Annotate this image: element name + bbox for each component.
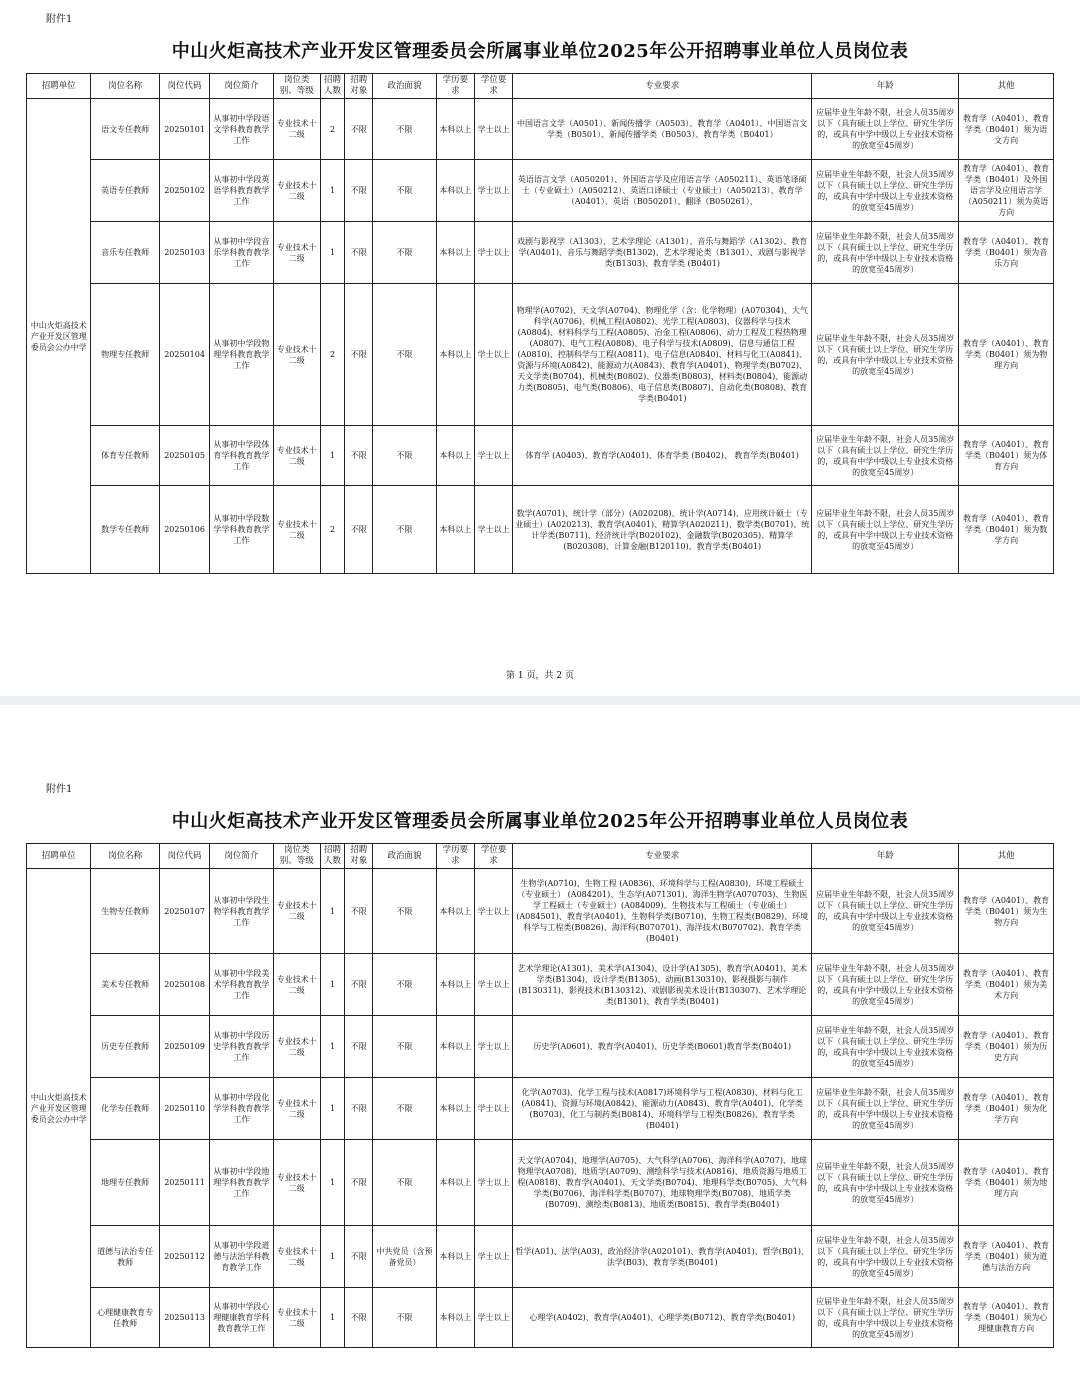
position-intro: 从事初中学段体育学科教育教学工作 (210, 426, 273, 486)
age-req: 应届毕业生年龄不限，社会人员35周岁以下（具有硕士以上学位、研究生学历的，或具有中学中级以上专业技术资格的放宽至45周岁） (812, 284, 959, 426)
degree-req: 学士以上 (474, 426, 512, 486)
major-req: 戏剧与影视学（A1303）、艺术学理论（A1301）、音乐与舞蹈学（A1302）、教育学(A0401)、音乐与舞蹈学类(B1302)、艺术学理论类（B1301）、戏剧与影视学类(B1303)、教育学类 (B0401) (513, 222, 812, 284)
header-cell: 年龄 (812, 844, 959, 869)
degree-req: 学士以上 (474, 1078, 512, 1140)
degree-req: 学士以上 (474, 284, 512, 426)
position-code: 20250112 (159, 1226, 209, 1288)
header-cell: 其他 (959, 74, 1054, 99)
table-row (27, 160, 1054, 222)
hire-count: 1 (320, 1140, 344, 1226)
hire-count: 1 (320, 1288, 344, 1348)
age-req: 应届毕业生年龄不限，社会人员35周岁以下（具有硕士以上学位、研究生学历的，或具有中学中级以上专业技术资格的放宽至45周岁） (812, 99, 959, 160)
position-intro: 从事初中学段美术学科教育教学工作 (210, 954, 273, 1016)
header-cell: 学历要求 (436, 74, 474, 99)
education-req: 本科以上 (436, 99, 474, 160)
hire-target: 不限 (345, 486, 373, 574)
position-name: 美术专任教师 (91, 954, 159, 1016)
table-row (27, 486, 1054, 574)
major-req: 体育学 (A0403)、教育学(A0401)、体育学类 (B0402)、 教育学类(B0401) (513, 426, 812, 486)
header-cell: 学位要求 (474, 74, 512, 99)
header-cell: 岗位简介 (210, 74, 273, 99)
other-req: 教育学（A0401）、教育学类（B0401）须为美术方向 (959, 954, 1054, 1016)
header-cell: 岗位名称 (91, 844, 159, 869)
position-intro: 从事初中学段地理学科教育教学工作 (210, 1140, 273, 1226)
education-req: 本科以上 (436, 1288, 474, 1348)
degree-req: 学士以上 (474, 160, 512, 222)
table-row (27, 1016, 1054, 1078)
header-cell: 政治面貌 (373, 74, 436, 99)
position-intro: 从事初中学段历史学科教育教学工作 (210, 1016, 273, 1078)
position-code: 20250113 (159, 1288, 209, 1348)
table-row (27, 869, 1054, 954)
political-status: 不限 (373, 1016, 436, 1078)
table-row (27, 284, 1054, 426)
position-name: 语文专任教师 (91, 99, 159, 160)
political-status: 不限 (373, 869, 436, 954)
major-req: 哲学(A01)、法学(A03)、政治经济学(A020101)、教育学(A0401)、哲学(B01)、法学(B03)、教育学类(B0401) (513, 1226, 812, 1288)
position-code: 20250103 (159, 222, 209, 284)
position-name: 化学专任教师 (91, 1078, 159, 1140)
header-cell: 招聘单位 (27, 74, 91, 99)
hire-target: 不限 (345, 426, 373, 486)
header-cell: 招聘人数 (320, 844, 344, 869)
position-code: 20250107 (159, 869, 209, 954)
age-req: 应届毕业生年龄不限，社会人员35周岁以下（具有硕士以上学位、研究生学历的，或具有中学中级以上专业技术资格的放宽至45周岁） (812, 486, 959, 574)
education-req: 本科以上 (436, 1140, 474, 1226)
age-req: 应届毕业生年龄不限，社会人员35周岁以下（具有硕士以上学位、研究生学历的，或具有中学中级以上专业技术资格的放宽至45周岁） (812, 1016, 959, 1078)
header-cell: 招聘对象 (345, 844, 373, 869)
header-cell: 岗位代码 (159, 844, 209, 869)
age-req: 应届毕业生年龄不限，社会人员35周岁以下（具有硕士以上学位、研究生学历的，或具有中学中级以上专业技术资格的放宽至45周岁） (812, 1140, 959, 1226)
table-row (27, 1226, 1054, 1288)
age-req: 应届毕业生年龄不限，社会人员35周岁以下（具有硕士以上学位、研究生学历的，或具有中学中级以上专业技术资格的放宽至45周岁） (812, 160, 959, 222)
position-category: 专业技术十二级 (273, 1078, 320, 1140)
position-intro: 从事初中学段物理学科教育教学工作 (210, 284, 273, 426)
page-title: 中山火炬高技术产业开发区管理委员会所属事业单位2025年公开招聘事业单位人员岗位表 (171, 41, 909, 62)
position-name: 心理健康教育专任教师 (91, 1288, 159, 1348)
header-cell: 岗位代码 (159, 74, 209, 99)
position-code: 20250106 (159, 486, 209, 574)
position-name: 历史专任教师 (91, 1016, 159, 1078)
position-intro: 从事初中学段英语学科教育教学工作 (210, 160, 273, 222)
page-title: 中山火炬高技术产业开发区管理委员会所属事业单位2025年公开招聘事业单位人员岗位表 (171, 811, 909, 832)
position-intro: 从事初中学段道德与法治学科教育教学工作 (210, 1226, 273, 1288)
header-cell: 政治面貌 (373, 844, 436, 869)
education-req: 本科以上 (436, 869, 474, 954)
degree-req: 学士以上 (474, 486, 512, 574)
position-name: 英语专任教师 (91, 160, 159, 222)
position-name: 道德与法治专任教师 (91, 1226, 159, 1288)
position-category: 专业技术十二级 (273, 954, 320, 1016)
degree-req: 学士以上 (474, 1288, 512, 1348)
political-status: 不限 (373, 1078, 436, 1140)
degree-req: 学士以上 (474, 222, 512, 284)
hire-count: 1 (320, 869, 344, 954)
hire-count: 1 (320, 1078, 344, 1140)
hire-count: 1 (320, 426, 344, 486)
table-row (27, 954, 1054, 1016)
position-intro: 从事初中学段数学学科教育教学工作 (210, 486, 273, 574)
header-cell: 学历要求 (436, 844, 474, 869)
other-req: 教育学（A0401）、教育学类（B0401）须为数学方向 (959, 486, 1054, 574)
position-category: 专业技术十二级 (273, 1226, 320, 1288)
hire-target: 不限 (345, 99, 373, 160)
annex-label: 附件1 (46, 784, 73, 795)
position-category: 专业技术十二级 (273, 284, 320, 426)
other-req: 教育学（A0401）、教育学类（B0401）须为物理方向 (959, 284, 1054, 426)
age-req: 应届毕业生年龄不限，社会人员35周岁以下（具有硕士以上学位、研究生学历的，或具有中学中级以上专业技术资格的放宽至45周岁） (812, 954, 959, 1016)
table-row (27, 1288, 1054, 1348)
education-req: 本科以上 (436, 1078, 474, 1140)
education-req: 本科以上 (436, 486, 474, 574)
position-category: 专业技术十二级 (273, 160, 320, 222)
document-page-2 (0, 705, 1080, 1379)
degree-req: 学士以上 (474, 1140, 512, 1226)
other-req: 教育学（A0401）、教育学类（B0401）须为地理方向 (959, 1140, 1054, 1226)
education-req: 本科以上 (436, 954, 474, 1016)
position-code: 20250105 (159, 426, 209, 486)
header-cell: 招聘人数 (320, 74, 344, 99)
position-name: 生物专任教师 (91, 869, 159, 954)
hire-count: 1 (320, 222, 344, 284)
age-req: 应届毕业生年龄不限，社会人员35周岁以下（具有硕士以上学位、研究生学历的，或具有中学中级以上专业技术资格的放宽至45周岁） (812, 1288, 959, 1348)
hire-count: 2 (320, 284, 344, 426)
hire-target: 不限 (345, 284, 373, 426)
political-status: 不限 (373, 954, 436, 1016)
table-row (27, 426, 1054, 486)
position-category: 专业技术十二级 (273, 1016, 320, 1078)
political-status: 不限 (373, 99, 436, 160)
position-name: 地理专任教师 (91, 1140, 159, 1226)
political-status: 中共党员（含预备党员） (373, 1226, 436, 1288)
hire-target: 不限 (345, 1140, 373, 1226)
other-req: 教育学（A0401）、教育学类（B0401）须为历史方向 (959, 1016, 1054, 1078)
major-req: 天文学(A0704)、地理学(A0705)、大气科学(A0706)、海洋科学(A0707)、地球物理学(A0708)、地质学(A0709)、测绘科学与技术(A0816)、地质资源与地质工程(A0818)、教育学(A0401)、天文学类(B0704)、地理科学类(B0705)、大气科学类(B0706)、海洋科学类(B0707)、地球物理学类(B0708)、地质学类(B0709)、测绘类(B0813)、地质类(B0815)、教育学类(B0401) (513, 1140, 812, 1226)
position-name: 音乐专任教师 (91, 222, 159, 284)
other-req: 教育学（A0401）、教育学类（B0401）须为体育方向 (959, 426, 1054, 486)
political-status: 不限 (373, 1140, 436, 1226)
position-category: 专业技术十二级 (273, 1288, 320, 1348)
education-req: 本科以上 (436, 284, 474, 426)
position-intro: 从事初中学段心理健康教育学科教育教学工作 (210, 1288, 273, 1348)
position-category: 专业技术十二级 (273, 486, 320, 574)
table-row (27, 1078, 1054, 1140)
header-cell: 岗位类别、等级 (273, 844, 320, 869)
position-category: 专业技术十二级 (273, 426, 320, 486)
hire-target: 不限 (345, 1016, 373, 1078)
hire-count: 2 (320, 486, 344, 574)
table-header-row (27, 844, 1054, 869)
positions-table-page-2 (26, 843, 1054, 1348)
hire-count: 1 (320, 1016, 344, 1078)
positions-table-page-1 (26, 73, 1054, 574)
political-status: 不限 (373, 486, 436, 574)
age-req: 应届毕业生年龄不限，社会人员35周岁以下（具有硕士以上学位、研究生学历的，或具有中学中级以上专业技术资格的放宽至45周岁） (812, 222, 959, 284)
age-req: 应届毕业生年龄不限，社会人员35周岁以下（具有硕士以上学位、研究生学历的，或具有中学中级以上专业技术资格的放宽至45周岁） (812, 426, 959, 486)
hire-target: 不限 (345, 222, 373, 284)
political-status: 不限 (373, 222, 436, 284)
position-intro: 从事初中学段化学学科教育教学工作 (210, 1078, 273, 1140)
table-row (27, 1140, 1054, 1226)
hire-count: 1 (320, 160, 344, 222)
header-cell: 专业要求 (513, 74, 812, 99)
position-name: 体育专任教师 (91, 426, 159, 486)
hire-count: 2 (320, 99, 344, 160)
major-req: 艺术学理论(A1301)、美术学(A1304)、设计学(A1305)、教育学(A0401)、美术学类(B1304)、设计学类(B1305)、动画(B130310)、影视摄影与制作(B130311)、影视技术(B130312)、戏剧影视美术设计(B130307)、艺术学理论类(B1301)、教育学类(B0401) (513, 954, 812, 1016)
position-code: 20250102 (159, 160, 209, 222)
hire-target: 不限 (345, 954, 373, 1016)
table-header-row (27, 74, 1054, 99)
other-req: 教育学（A0401）、教育学类（B0401）及外国语言学及应用语言学（A050211）须为英语方向 (959, 160, 1054, 222)
position-code: 20250104 (159, 284, 209, 426)
page-separator (0, 696, 1080, 705)
education-req: 本科以上 (436, 1226, 474, 1288)
other-req: 教育学（A0401）、教育学类（B0401）须为道德与法治方向 (959, 1226, 1054, 1288)
position-code: 20250111 (159, 1140, 209, 1226)
political-status: 不限 (373, 1288, 436, 1348)
major-req: 心理学(A0402)、教育学(A0401)、心理学类(B0712)、教育学类(B0401) (513, 1288, 812, 1348)
position-category: 专业技术十二级 (273, 1140, 320, 1226)
degree-req: 学士以上 (474, 869, 512, 954)
other-req: 教育学（A0401）、教育学类（B0401）须为化学方向 (959, 1078, 1054, 1140)
major-req: 历史学(A0601)、教育学(A0401)、历史学类(B0601)教育学类(B0401) (513, 1016, 812, 1078)
position-code: 20250101 (159, 99, 209, 160)
political-status: 不限 (373, 160, 436, 222)
position-category: 专业技术十二级 (273, 99, 320, 160)
hire-count: 1 (320, 954, 344, 1016)
table-row (27, 99, 1054, 160)
employer-cell: 中山火炬高技术产业开发区管理委员会公办中学 (27, 869, 91, 1348)
degree-req: 学士以上 (474, 1226, 512, 1288)
hire-target: 不限 (345, 869, 373, 954)
position-name: 数学专任教师 (91, 486, 159, 574)
other-req: 教育学（A0401）、教育学类（B0401）须为语文方向 (959, 99, 1054, 160)
header-cell: 专业要求 (513, 844, 812, 869)
hire-target: 不限 (345, 1288, 373, 1348)
degree-req: 学士以上 (474, 954, 512, 1016)
major-req: 物理学(A0702)、天文学(A0704)、物理化学（含：化学物理）(A070304)、大气科学(A0706)、机械工程(A0802)、光学工程(A0803)、仪器科学与技术(A0804)、材料科学与工程(A0805)、冶金工程(A0806)、动力工程及工程热物理(A0807)、电气工程(A0808)、电子科学与技术(A0809)、信息与通信工程(A0810)、控制科学与工程(A0811)、电子信息(A0840)、材料与化工(A0841)、资源与环境(A0842)、能源动力(A0843)、教育学(A0401)、物理学类(B0702)、天文学类(B0704)、机械类(B0802)、仪器类(B0803)、材料类(B0804)、能源动力类(B0805)、电气类(B0806)、电子信息类(B0807)、自动化类(B0808)、教育学类(B0401) (513, 284, 812, 426)
header-cell: 岗位类别、等级 (273, 74, 320, 99)
position-code: 20250110 (159, 1078, 209, 1140)
position-category: 专业技术十二级 (273, 869, 320, 954)
other-req: 教育学（A0401）、教育学类（B0401）须为音乐方向 (959, 222, 1054, 284)
education-req: 本科以上 (436, 426, 474, 486)
employer-cell: 中山火炬高技术产业开发区管理委员会公办中学 (27, 99, 91, 574)
position-intro: 从事初中学段音乐学科教育教学工作 (210, 222, 273, 284)
header-cell: 其他 (959, 844, 1054, 869)
hire-target: 不限 (345, 1226, 373, 1288)
position-category: 专业技术十二级 (273, 222, 320, 284)
education-req: 本科以上 (436, 160, 474, 222)
education-req: 本科以上 (436, 1016, 474, 1078)
header-cell: 岗位简介 (210, 844, 273, 869)
position-name: 物理专任教师 (91, 284, 159, 426)
hire-target: 不限 (345, 1078, 373, 1140)
political-status: 不限 (373, 284, 436, 426)
major-req: 英语语言文学（A050201）、外国语言学及应用语言学（A050211）、英语笔译硕士（专业硕士）（A050212）、英语口译硕士（专业硕士）（A050213）、教育学（A0401）、英语（B050201）、翻译（B050261）、 (513, 160, 812, 222)
header-cell: 招聘对象 (345, 74, 373, 99)
page-footer: 第 1 页，共 2 页 (506, 671, 574, 681)
position-code: 20250108 (159, 954, 209, 1016)
other-req: 教育学（A0401）、教育学类（B0401）须为生物方向 (959, 869, 1054, 954)
header-cell: 年龄 (812, 74, 959, 99)
position-intro: 从事初中学段语文学科教育教学工作 (210, 99, 273, 160)
major-req: 中国语言文学（A0501）、新闻传播学（A0503）、教育学（A0401）、中国语言文学类（B0501）、新闻传播学类（B0503）、教育学类（B0401） (513, 99, 812, 160)
other-req: 教育学（A0401）、教育学类（B0401）须为心理健康教育方向 (959, 1288, 1054, 1348)
hire-count: 1 (320, 1226, 344, 1288)
header-cell: 招聘单位 (27, 844, 91, 869)
political-status: 不限 (373, 426, 436, 486)
major-req: 生物学(A0710)、生物工程 (A0836)、环境科学与工程(A0830)、环境工程硕士（专业硕士） (A084201)、生态学(A071301)、海洋生物学(A070703)、生物医学工程硕士（专业硕士）(A084009)、生物技术与工程硕士（专业硕士）(A084501)、教育学(A0401)、生物科学类(B0710)、生物工程类(B0829)、环境科学与工程类(B0826)、海洋科(B070701)、海洋技术(B070702)、教育学类(B0401) (513, 869, 812, 954)
major-req: 化学(A0703)、化学工程与技术(A0817)环境科学与工程(A0830)、材料与化工(A0841)、资源与环境(A0842)、能源动力(A0843)、教育学(A0401)、化学类(B0703)、化工与制药类(B0814)、环境科学与工程类(B0826)、教育学类(B0401) (513, 1078, 812, 1140)
header-cell: 岗位名称 (91, 74, 159, 99)
education-req: 本科以上 (436, 222, 474, 284)
table-row (27, 222, 1054, 284)
age-req: 应届毕业生年龄不限，社会人员35周岁以下（具有硕士以上学位、研究生学历的，或具有中学中级以上专业技术资格的放宽至45周岁） (812, 1226, 959, 1288)
degree-req: 学士以上 (474, 99, 512, 160)
header-cell: 学位要求 (474, 844, 512, 869)
degree-req: 学士以上 (474, 1016, 512, 1078)
position-code: 20250109 (159, 1016, 209, 1078)
major-req: 数学(A0701)、统计学（部分）(A020208)、统计学(A0714)、应用统计硕士（专业硕士）(A020213)、教育学(A0401)、精算学(A020211)、数学类(B0701)、统计学类(B0711)、经济统计学(B020102)、金融数学(B020305)、精算学(B020308)、计算金融(B120110)、教育学类(B0401) (513, 486, 812, 574)
annex-label: 附件1 (46, 14, 73, 25)
position-intro: 从事初中学段生物学科教育教学工作 (210, 869, 273, 954)
age-req: 应届毕业生年龄不限，社会人员35周岁以下（具有硕士以上学位、研究生学历的，或具有中学中级以上专业技术资格的放宽至45周岁） (812, 1078, 959, 1140)
age-req: 应届毕业生年龄不限，社会人员35周岁以下（具有硕士以上学位、研究生学历的，或具有中学中级以上专业技术资格的放宽至45周岁） (812, 869, 959, 954)
hire-target: 不限 (345, 160, 373, 222)
